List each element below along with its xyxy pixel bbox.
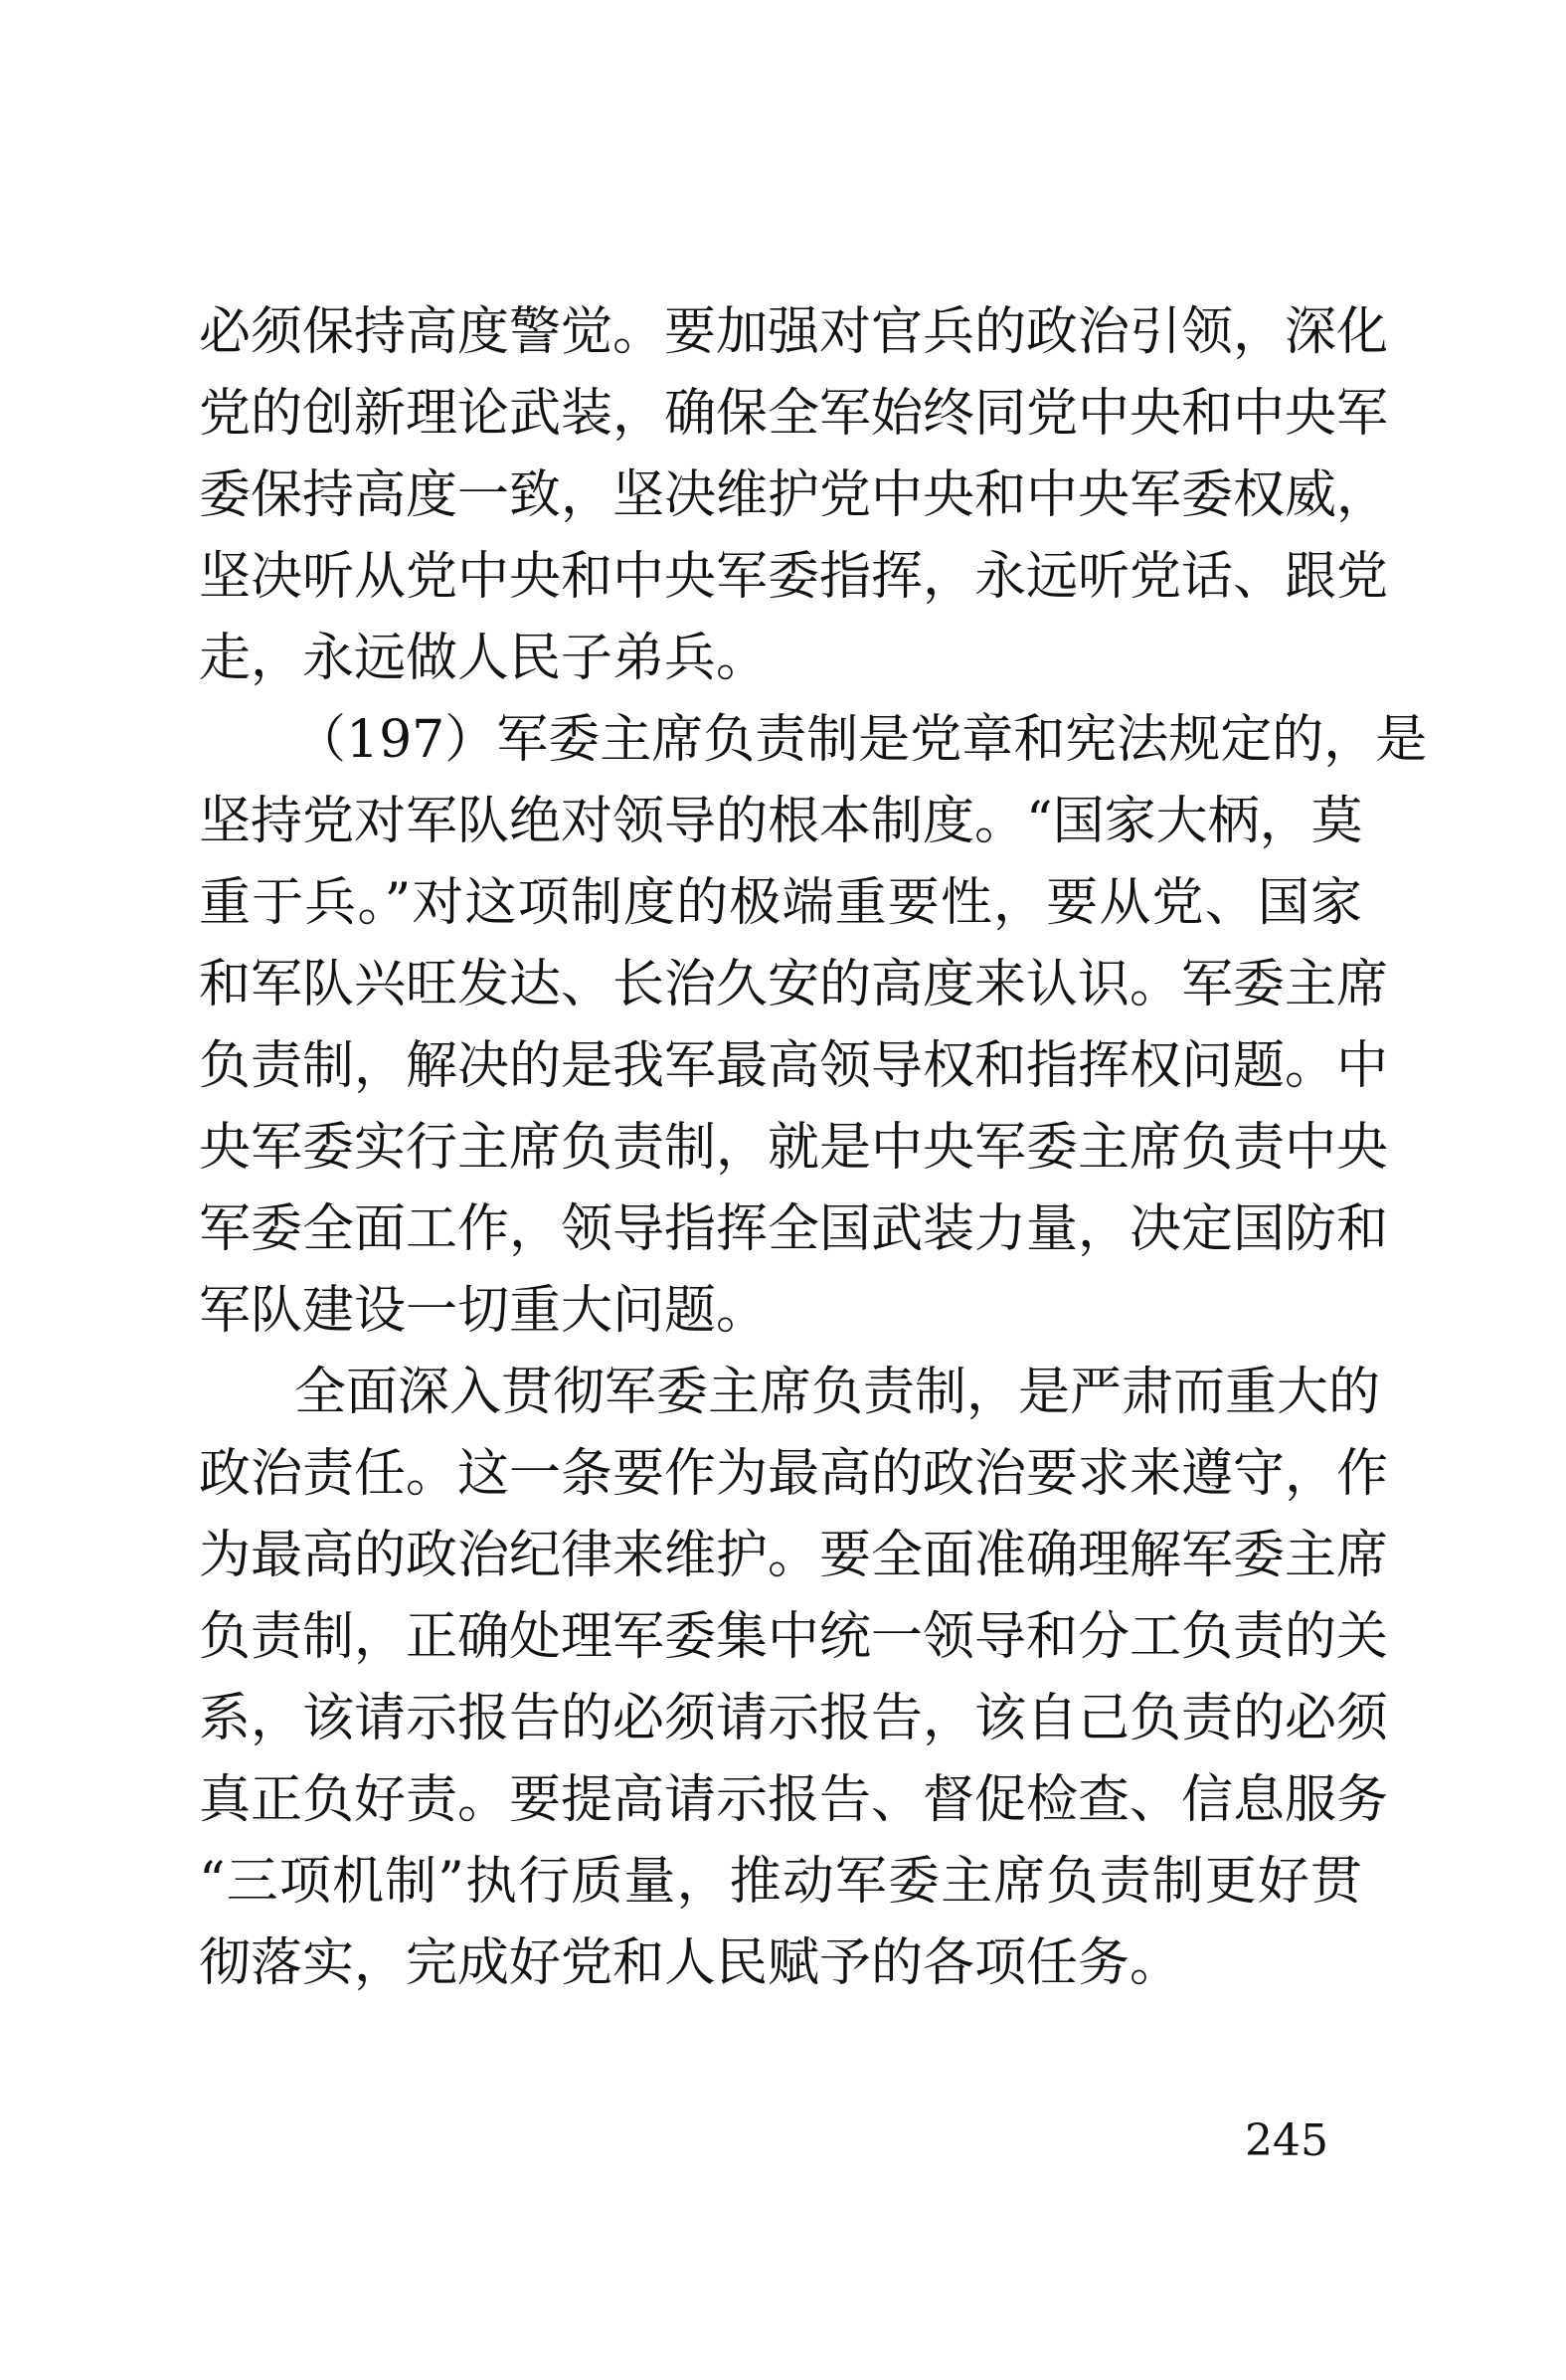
- text-line: 系，该请示报告的必须请示报告，该自己负责的必须: [199, 1689, 1389, 1748]
- text-line: 全面深入贯彻军委主席负责制，是严肃而重大的: [294, 1363, 1381, 1422]
- text-line: 走，永远做人民子弟兵。: [199, 629, 769, 688]
- text-line: 政治责任。这一条要作为最高的政治要求来遵守，作: [199, 1444, 1389, 1504]
- text-line: 党的创新理论武装，确保全军始终同党中央和中央军: [199, 384, 1389, 444]
- text-line: 负责制，正确处理军委集中统一领导和分工负责的关: [199, 1607, 1389, 1667]
- page-number: 245: [1245, 2115, 1328, 2166]
- body-text: [199, 291, 1428, 2004]
- text-line: 负责制，解决的是我军最高领导权和指挥权问题。中: [199, 1036, 1389, 1096]
- text-line: “三项机制”执行质量，推动军委主席负责制更好贯: [199, 1852, 1362, 1912]
- text-line: 军队建设一切重大问题。: [199, 1281, 769, 1341]
- text-line: 央军委实行主席负责制，就是中央军委主席负责中央: [199, 1118, 1389, 1178]
- text-line: 重于兵。”对这项制度的极端重要性，要从党、国家: [199, 873, 1362, 933]
- text-line: （197）军委主席负责制是党章和宪法规定的，是: [294, 710, 1428, 770]
- text-line: 和军队兴旺发达、长治久安的高度来认识。军委主席: [199, 955, 1389, 1014]
- text-line: 坚决听从党中央和中央军委指挥，永远听党话、跟党: [199, 547, 1389, 607]
- text-line: 真正负好责。要提高请示报告、督促检查、信息服务: [199, 1770, 1389, 1830]
- paragraph-2: [199, 699, 1428, 1352]
- text-line: 委保持高度一致，坚决维护党中央和中央军委权威，: [199, 465, 1389, 525]
- paragraph-1: [199, 291, 1389, 699]
- text-line: 为最高的政治纪律来维护。要全面准确理解军委主席: [199, 1526, 1389, 1585]
- paragraph-3: [199, 1352, 1389, 2004]
- text-line: 必须保持高度警觉。要加强对官兵的政治引领，深化: [199, 302, 1389, 362]
- text-line: 坚持党对军队绝对领导的根本制度。“国家大柄，莫: [199, 792, 1363, 851]
- text-line: 彻落实，完成好党和人民赋予的各项任务。: [199, 1933, 1182, 1993]
- text-line: 军委全面工作，领导指挥全国武装力量，决定国防和: [199, 1199, 1389, 1259]
